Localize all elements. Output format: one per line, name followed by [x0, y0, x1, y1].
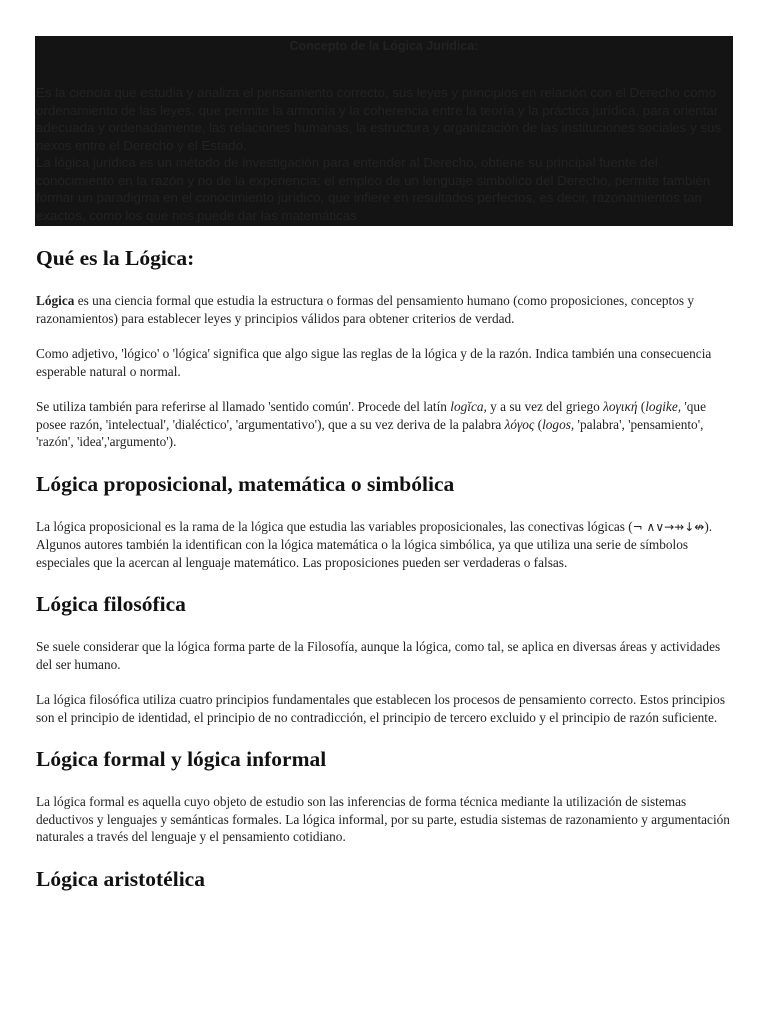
main-content [36, 245, 732, 892]
paragraph-proposicional-1: La lógica proposicional es la rama de la lógica que estudia las variables proposicionales, las conectivas lógicas (¬ ∧∨→⇸↓↮). Algunos autores también la identifican con la lógica matemática o la lógica simbólica, ya que utiliza una serie de símbolos especiales que la acercan al lenguaje matemático. Las proposiciones pueden ser verdaderas o falsas. [36, 518, 713, 570]
intro-box [35, 36, 733, 226]
intro-paragraph-1: Es la ciencia que estudia y analiza el pensamiento correcto, sus leyes y principios en relación con el Derecho como ordenamiento de las leyes, que permite la armonía y la coherencia entre la teoría y la práctica jurídica, para orientar adecuada y ordenadamente, las relaciones humanas, la estructura y organización de las instituciones sociales y sus nexos entre el Derecho y el Estado. [36, 85, 722, 153]
heading-logica-aristotelica: Lógica aristotélica [36, 866, 205, 891]
heading-logica-formal: Lógica formal y lógica informal [36, 747, 327, 771]
intro-title: Concepto de la Lógica Jurídica: [289, 39, 479, 53]
paragraph-filosofica-1: Se suele considerar que la lógica forma parte de la Filosofía, aunque la lógica, como tal, se aplica en diversas áreas y actividades del ser humano. [36, 639, 721, 672]
bold-term-logica: Lógica [36, 293, 75, 308]
heading-que-es-logica: Qué es la Lógica: [36, 246, 195, 270]
paragraph-formal-1: La lógica formal es aquella cuyo objeto de estudio son las inferencias de forma técnica mediante la utilización de sistemas deductivos y lenguajes y semánticas formales. La lógica informal, por su parte, estudia sistemas de razonamiento y argumentación naturales a través del lenguaje y el pensamiento cotidiano. [36, 794, 730, 844]
paragraph-que-es-1: Lógica es una ciencia formal que estudia la estructura o formas del pensamiento humano (como proposiciones, conceptos y razonamientos) para establecer leyes y principios válidos para obtener criterios de verdad. [36, 293, 695, 326]
paragraph-que-es-3: Se utiliza también para referirse al llamado 'sentido común'. Procede del latín logĭca, y a su vez del griego λογική (logike, 'que posee razón, 'intelectual', 'dialéctico', 'argumentativo'), que a su vez deriva de la palabra λόγος (logos, 'palabra', 'pensamiento', 'razón', 'idea','argumento'). [36, 399, 706, 449]
intro-paragraph-2: La lógica jurídica es un método de investigación para entender al Derecho, obtiene su principal fuente del conocimiento en la razón y no de la experiencia; el empleo de un lenguaje simbólico del Derecho, permite también formar un paradigma en el conocimiento jurídico, que infiere en resultados perfectos, es decir, razonamientos tan exactos, como los que nos puede dar las matemáticas [36, 155, 711, 223]
heading-logica-proposicional: Lógica proposicional, matemática o simbólica [36, 471, 455, 496]
heading-logica-filosofica: Lógica filosófica [36, 592, 186, 616]
paragraph-que-es-2: Como adjetivo, 'lógico' o 'lógica' significa que algo sigue las reglas de la lógica y de la razón. Indica también una consecuencia esperable natural o normal. [36, 346, 712, 379]
paragraph-filosofica-2: La lógica filosófica utiliza cuatro principios fundamentales que establecen los procesos de pensamiento correcto. Estos principios son el principio de identidad, el principio de no contradicción, el principio de tercero excluido y el principio de razón suficiente. [36, 692, 725, 725]
logical-connective-symbols: ¬ ∧∨→⇸↓↮ [632, 519, 705, 534]
